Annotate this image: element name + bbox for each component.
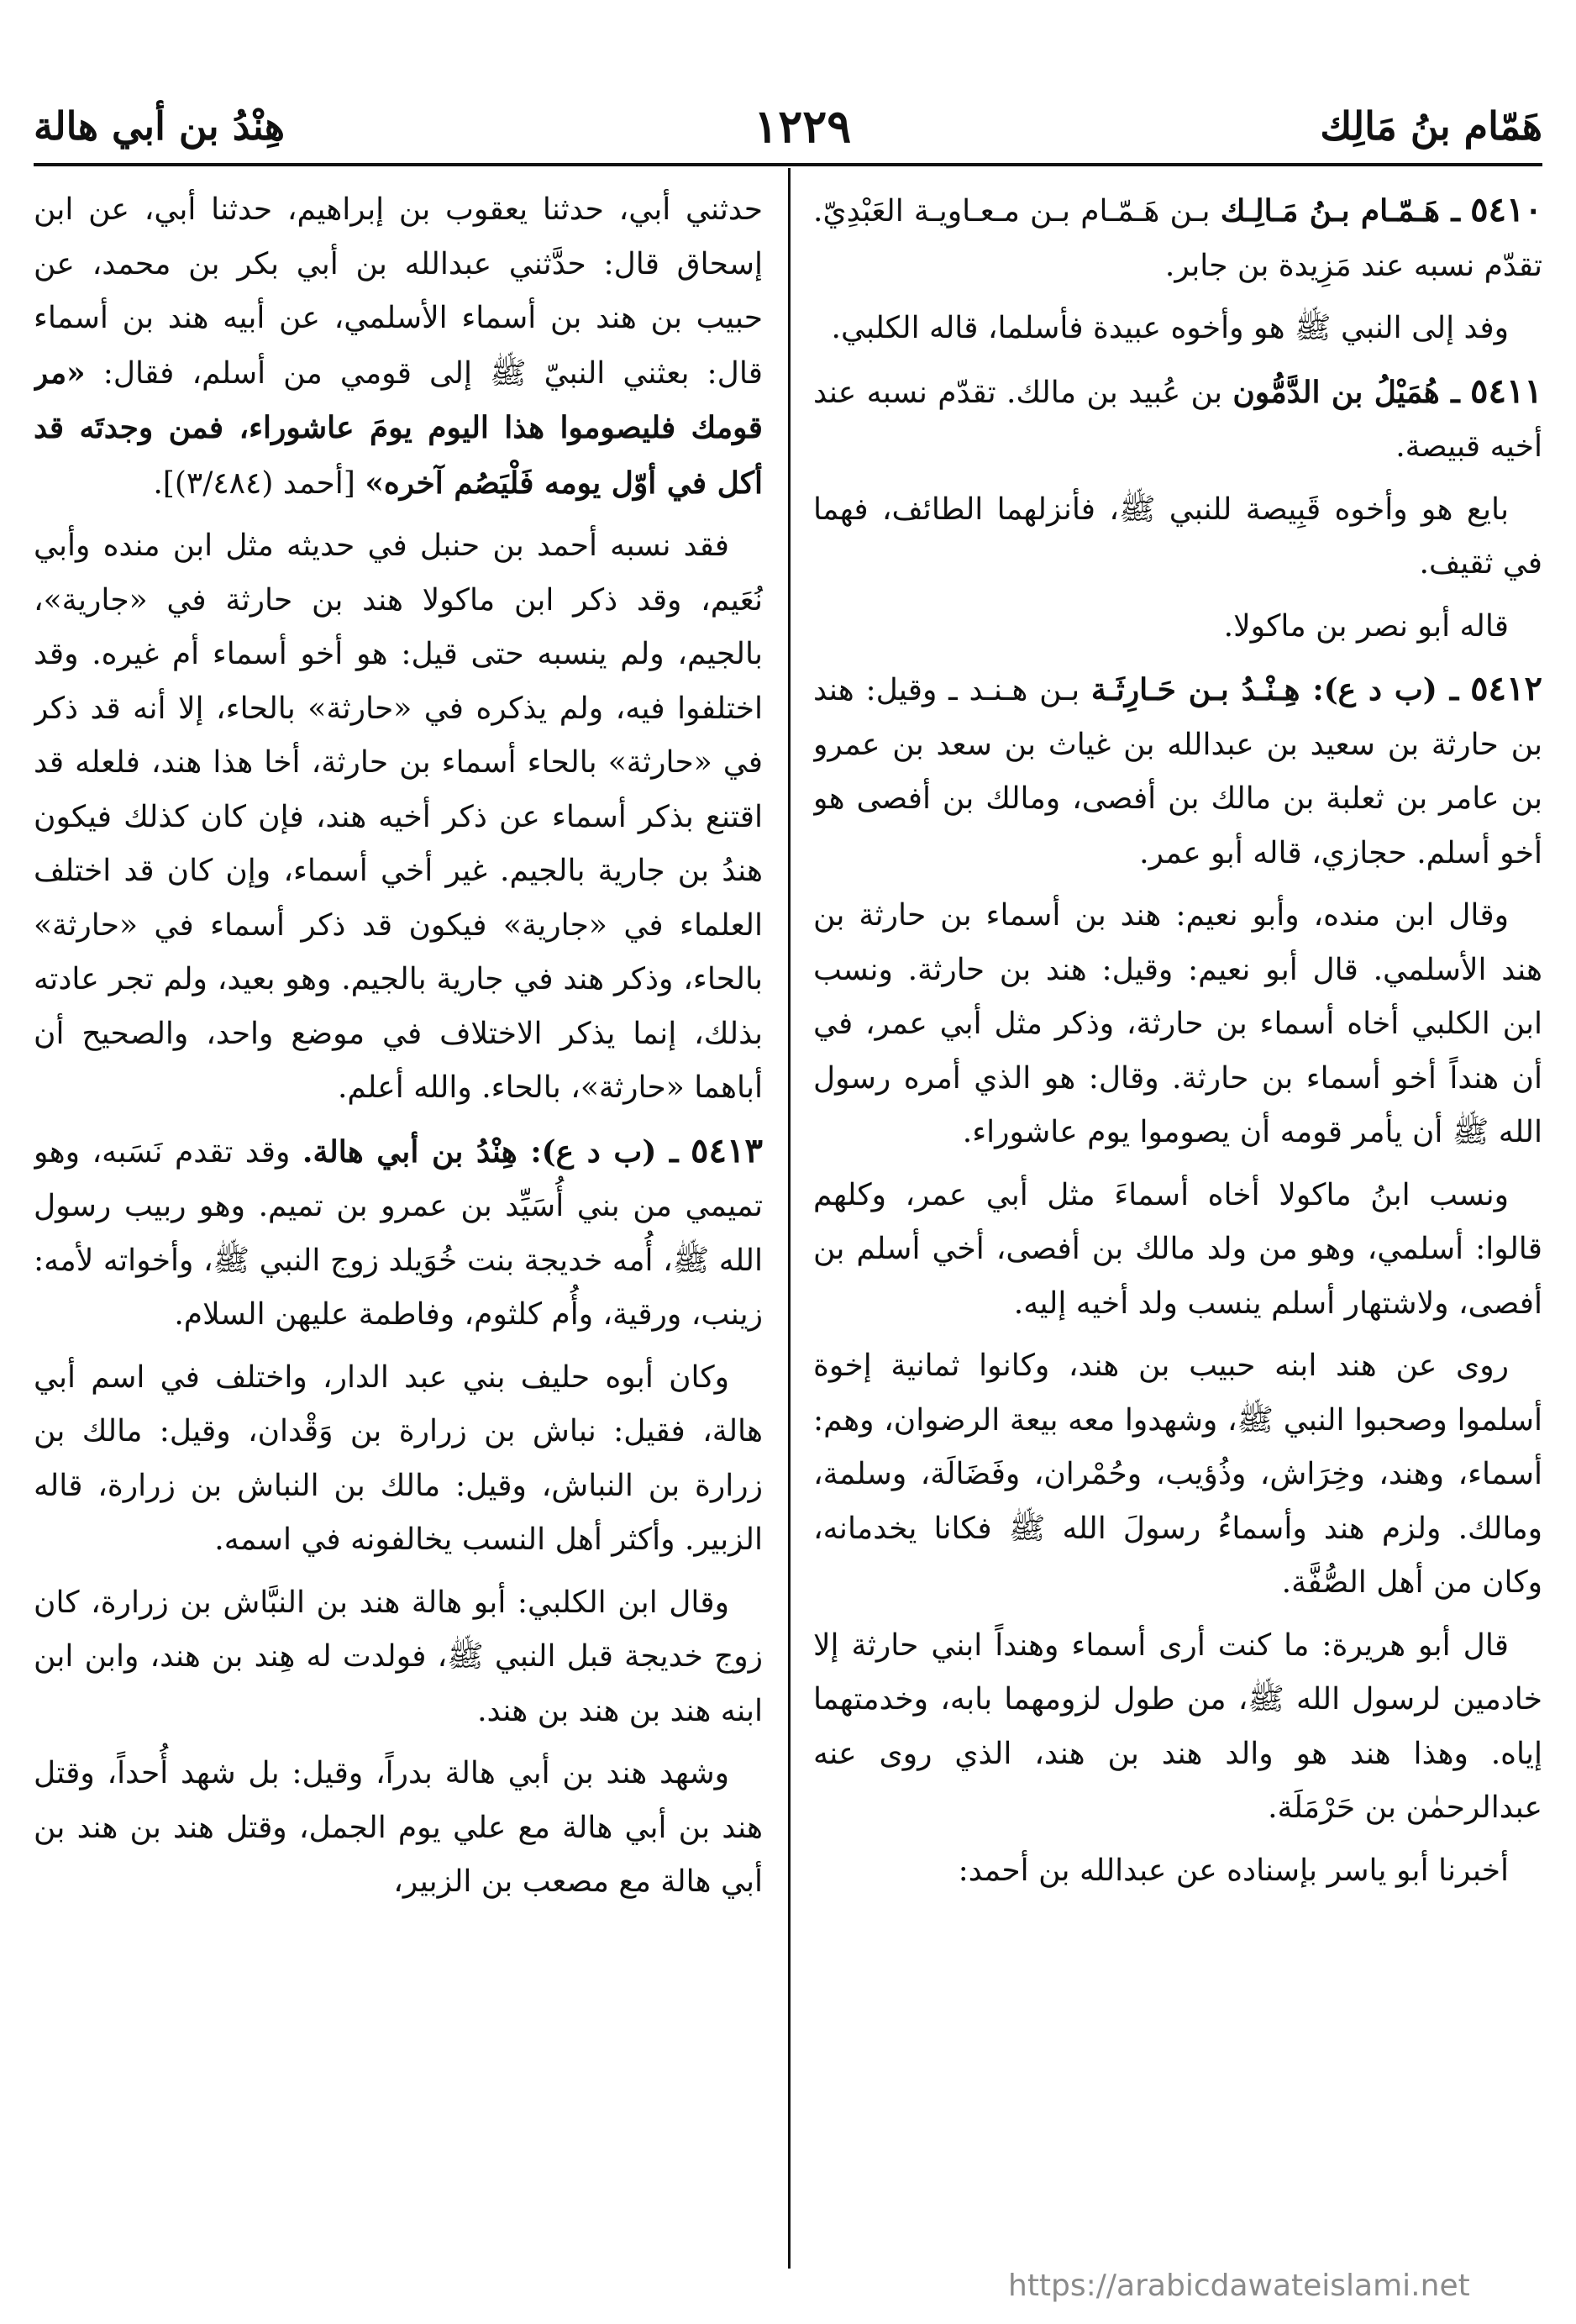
paragraph: وكان أبوه حليف بني عبد الدار، واختلف في اسم أبي هالة، فقيل: نباش بن زرارة بن وَقْدان، وقيل: مالك بن زرارة بن النباش، وقيل: مالك بن النباش بن زرارة، قاله الزبير. وأكثر أهل النسب يخالفونه في اسمه. xyxy=(34,1359,763,1557)
entry-title: ـ (ب د ع): هِـنْـدُ بـن حَـارِثَـة xyxy=(1090,672,1459,707)
paragraph: أخبرنا أبو ياسر بإسناده عن عبدالله بن أحمد: xyxy=(958,1853,1509,1888)
paragraph: وقال ابن الكلبي: أبو هالة هند بن النبَّاش بن زرارة، كان زوج خديجة قبل النبي ﷺ، فولدت له هِند بن هند، وابن ابن ابنه هند بن هند بن هند. xyxy=(34,1585,763,1728)
entry-number: ٥٤١٠ xyxy=(1470,190,1542,229)
hadith-chain: حدثني أبي، حدثنا يعقوب بن إبراهيم، حدثنا أبي، عن ابن إسحاق قال: حدَّثني عبدالله بن أبي بكر بن محمد، عن حبيب بن هند بن أسماء الأسلمي، عن أبيه هند بن أسماء قال: بعثني النبيّ ﷺ إلى قومي من أسلم، فقال: xyxy=(34,192,763,391)
paragraph: وشهد هند بن أبي هالة بدراً، وقيل: بل شهد أُحداً، وقتل هند بن أبي هالة مع علي يوم الجمل، وقتل هند بن هند بن أبي هالة مع مصعب بن الزبير، xyxy=(34,1756,763,1899)
page-number: ١٢٢٩ xyxy=(754,99,852,153)
entry-number: ٥٤١٢ xyxy=(1470,669,1542,708)
paragraph: روى عن هند ابنه حبيب بن هند، وكانوا ثمانية إخوة أسلموا وصحبوا النبي ﷺ، وشهدوا معه بيعة الرضوان، وهم: أسماء، وهند، وخِرَاش، وذُؤيب، وحُمْران، وفَضَالَة، وسلمة، ومالك. ولزم هند وأسماءُ رسولَ الله ﷺ فكانا يخدمانه، وكان من أهل الصُّفَّة. xyxy=(813,1349,1542,1600)
left-column xyxy=(34,183,763,2267)
entry-title: ـ هُمَيْلُ بن الدَّمُّون xyxy=(1232,374,1460,410)
paragraph: قال أبو هريرة: ما كنت أرى أسماء وهنداً ابني حارثة إلا خادمين لرسول الله ﷺ، من طول لزومهما بابه، وخدمتهما إياه. وهذا هند هو والد هند بن هند، الذي روى عنه عبدالرحمٰن بن حَرْمَلَة. xyxy=(813,1627,1542,1825)
header-right-title: هَمّام بنُ مَالِك xyxy=(1320,103,1542,149)
paragraph: فقد نسبه أحمد بن حنبل في حديثه مثل ابن منده وأبي نُعَيم، وقد ذكر ابن ماكولا هند بن حارثة في «جارية»، بالجيم، ولم ينسبه حتى قيل: هو أخو أسماء أم غيره. وقد اختلفوا فيه، ولم يذكره في «حارثة» بالحاء، إلا أنه قد ذكر في «حارثة» بالحاء أسماء بن حارثة، أخا هذا هند، فلعله قد اقتنع بذكر أسماء عن ذكر أخيه هند، فإن كان كذلك فيكون هندُ بن جارية بالجيم. غير أخي أسماء، وإن كان قد اختلف العلماء في «جارية» فيكون قد ذكر أسماء في «حارثة» بالحاء، وذكر هند في جارية بالجيم. وهو بعيد، ولم تجر عادته بذلك، إنما يذكر الاختلاف في موضع واحد، والصحيح أن أباهما «حارثة»، بالحاء. والله أعلم. xyxy=(34,528,763,1105)
entry-number: ٥٤١٣ xyxy=(691,1130,763,1170)
paragraph: وقال ابن منده، وأبو نعيم: هند بن أسماء بن حارثة بن هند الأسلمي. قال أبو نعيم: وقيل: هند بن حارثة. ونسب ابن الكلبي أخاه أسماء بن حارثة، وذكر مثل أبي عمر، في أن هنداً أخو أسماء بن حارثة. وقال: هو الذي أمره رسول الله ﷺ أن يأمر قومه أن يصوموا يوم عاشوراء. xyxy=(813,898,1542,1149)
watermark-url: https://arabicdawateislami.net xyxy=(1008,2269,1470,2303)
page-header xyxy=(34,92,1542,160)
entry-text: بن عُبيد بن مالك. تقدّم نسبه عند أخيه قبيصة. xyxy=(813,375,1542,464)
entry-text: بـن هـنـد ـ وقيل: هند بن حارثة بن سعيد بن عبدالله بن غياث بن سعد بن عمرو بن عامر بن ثعلبة بن مالك بن أفصى، ومالك بن أفصى هو أخو أسلم. حجازي، قاله أبو عمر. xyxy=(813,673,1542,870)
column-divider xyxy=(788,168,791,2269)
paragraph: وفد إلى النبي ﷺ هو وأخوه عبيدة فأسلما، قاله الكلبي. xyxy=(831,311,1509,345)
entry-5413 xyxy=(34,1124,763,1343)
paragraph: ونسب ابنُ ماكولا أخاه أسماءَ مثل أبي عمر، وكلهم قالوا: أسلمي، وهو من ولد مالك بن أفصى، أخي أسلم بن أفصى، ولاشتهار أسلم ينسب ولد أخيه إليه. xyxy=(813,1177,1542,1321)
hadith-text: «مر قومك فليصوموا هذا اليوم يومَ عاشوراء، فمن وجدتَه قد أكل في أوّل يومه فَلْيَصُم آخره» xyxy=(34,355,763,501)
paragraph: قاله أبو نصر بن ماكولا. xyxy=(1223,608,1509,644)
entry-title: ـ هَـمّـام بـنُ مَـالِـك xyxy=(1220,193,1460,229)
header-left-title: هِنْدُ بن أبي هالة xyxy=(34,103,286,149)
paragraph xyxy=(34,183,763,511)
entry-5412 xyxy=(813,662,1542,881)
right-column xyxy=(813,183,1542,2267)
entry-title: ـ (ب د ع): هِنْدُ بن أبي هالة. xyxy=(302,1133,679,1170)
entry-text: بـن هَـمّـام بـن مـعـاويـة العَبْدِيّ. تقدّم نسبه عند مَزِيدة بن جابر. xyxy=(813,194,1542,283)
entry-text: وقد تقدم نَسَبه، وهو تميمي من بني أُسَيِّد بن عمرو بن تميم. وهو ربيب رسول الله ﷺ، أُمه خديجة بنت خُوَيلد زوج النبي ﷺ، وأخواته لأمه: زينب، ورقية، وأُم كلثوم، وفاطمة عليهن السلام. xyxy=(34,1134,763,1332)
entry-number: ٥٤١١ xyxy=(1470,371,1542,411)
paragraph: بايع هو وأخوه قَبِيصة للنبي ﷺ، فأنزلهما الطائف، فهما في ثقيف. xyxy=(813,492,1542,581)
entry-5410 xyxy=(813,183,1542,293)
header-rule xyxy=(34,163,1542,166)
entry-5411 xyxy=(813,365,1542,475)
hadith-reference: [أحمد (٣/٤٨٤)]. xyxy=(153,465,355,501)
